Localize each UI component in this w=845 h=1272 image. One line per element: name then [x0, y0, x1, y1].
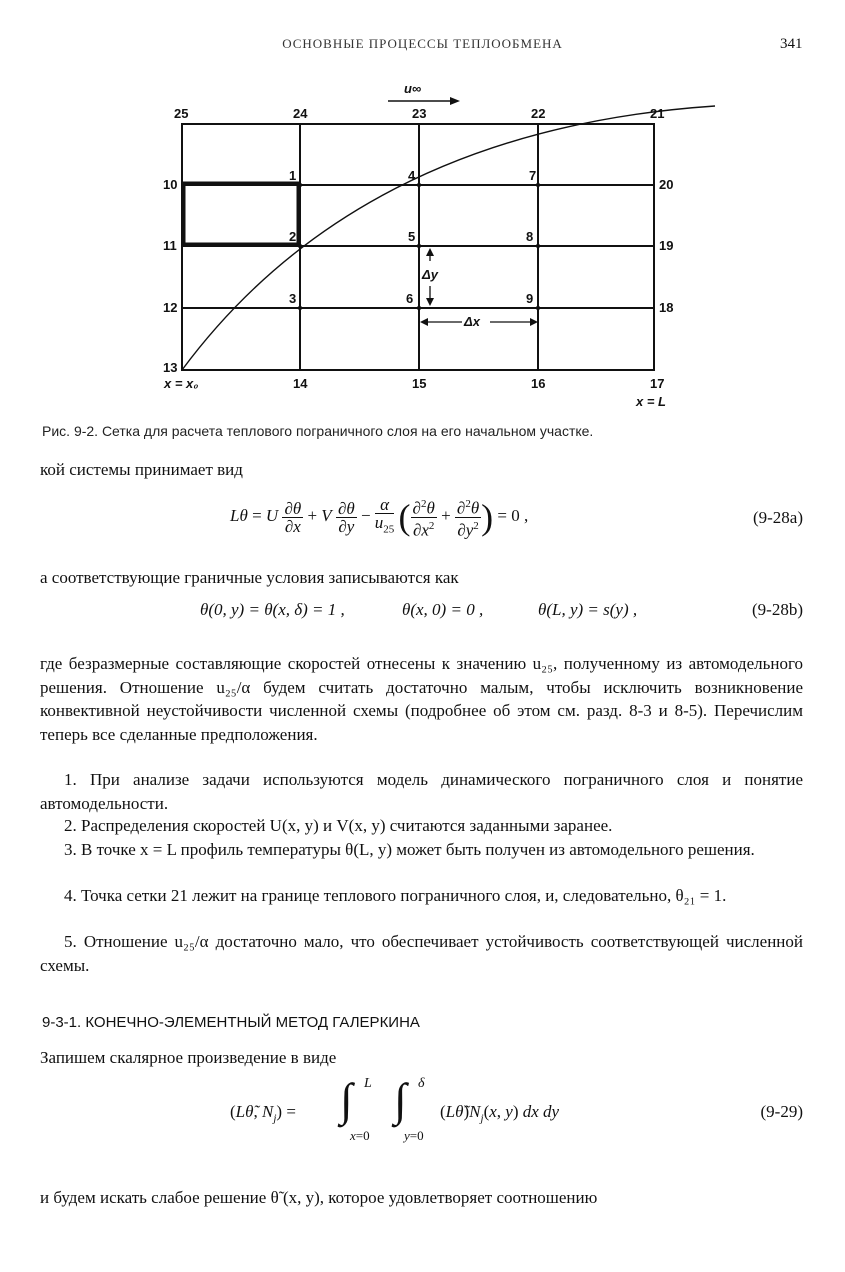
node-label: 25 — [174, 106, 189, 121]
dx-label: Δx — [464, 314, 480, 329]
node-label: 24 — [293, 106, 308, 121]
node-label: 9 — [526, 291, 534, 306]
node-label: 11 — [163, 238, 177, 253]
node-label: 2 — [289, 229, 297, 244]
x0-label: x = x₀ — [164, 376, 199, 391]
node-label: 4 — [408, 168, 416, 183]
node-label: 22 — [531, 106, 546, 121]
equation-lhs: (Lθ̃, $N_j$) = — [230, 1102, 296, 1125]
figure-caption: Рис. 9-2. Сетка для расчета теплового пограничного слоя на его начальном участке. — [42, 423, 594, 439]
list-item: 4. Точка сетки 21 лежит на границе теплового пограничного слоя, и, следовательно, θ₂₁ = 1. — [64, 886, 727, 905]
node-label: 21 — [650, 106, 665, 121]
node-label: 1 — [289, 168, 297, 183]
grid-figure — [160, 78, 730, 418]
node-label: 18 — [659, 300, 674, 315]
text-line: и будем искать слабое решение θ̃ (x, y), которое удовлетворяет соотношению — [40, 1188, 598, 1207]
text-line: кой системы принимает вид — [40, 460, 243, 479]
equation-number: (9-28a) — [752, 508, 803, 527]
text-line: а соответствующие граничные условия записываются как — [40, 568, 459, 587]
equation-number: (9-29) — [760, 1102, 803, 1121]
list-item: 5. Отношение u₂₅/α достаточно мало, что обеспечивает устойчивость соответствующей численной схемы. — [40, 932, 803, 975]
list-item: 2. Распределения скоростей U(x, y) и V(x, y) считаются заданными заранее. — [64, 816, 613, 835]
node-label: 16 — [531, 376, 546, 391]
text-line: Запишем скалярное произведение в виде — [40, 1048, 337, 1067]
node-label: 5 — [408, 229, 416, 244]
page-number: 341 — [780, 36, 803, 52]
boundary-condition: θ(L, y) = s(y) , — [538, 600, 638, 619]
equation-9-28b — [40, 600, 803, 626]
equation-number: (9-28b) — [752, 600, 803, 619]
flow-label: u∞ — [404, 81, 422, 96]
list-item: 1. При анализе задачи используются модель динамического пограничного слоя и понятие автомодельности. — [40, 770, 803, 813]
equation-9-28a — [40, 496, 803, 550]
running-header: ОСНОВНЫЕ ПРОЦЕССЫ ТЕПЛООБМЕНА — [282, 36, 563, 51]
node-label: 14 — [293, 376, 308, 391]
integral-x: ∫ L x=0 — [340, 1074, 372, 1143]
node-label: 12 — [163, 300, 178, 315]
node-label: 10 — [163, 177, 178, 192]
node-label: 6 — [406, 291, 414, 306]
equation-9-29 — [40, 1074, 803, 1156]
node-label: 15 — [412, 376, 427, 391]
integral-y: ∫ δ y=0 — [394, 1074, 425, 1143]
boundary-condition: θ(0, y) = θ(x, δ) = 1 , — [200, 600, 345, 619]
section-heading: 9-3-1. КОНЕЧНО-ЭЛЕМЕНТНЫЙ МЕТОД ГАЛЕРКИНА — [42, 1014, 420, 1031]
node-label: 13 — [163, 360, 178, 375]
paragraph: где безразмерные составляющие скоростей отнесены к значению u₂₅, полученному из автомодельного решения. Отношение u₂₅/α будем считать достаточно малым, чтобы исключить возникновение конвективной неустойчивости численной схемы (подробнее об этом см. разд. 8-3 и 8-5). Перечислим теперь все сделанные предположения. — [40, 654, 803, 744]
node-label: 8 — [526, 229, 534, 244]
equation-body: Lθ = U $\frac{\partial\theta}{\partial x}$ + V $\frac{\partial\theta}{\partial y}$ − $\frac{\alpha}{u_{25}}$ ( $\frac{\partial^2\theta}{\partial x^2}$ + $\frac{\partial^2\theta}{\partial y^2}$ ) = 0 , — [230, 495, 529, 540]
xL-label: x = L — [636, 394, 666, 409]
node-label: 17 — [650, 376, 665, 391]
dy-label: Δy — [422, 267, 438, 282]
node-label: 20 — [659, 177, 674, 192]
node-label: 19 — [659, 238, 674, 253]
boundary-layer-curve — [182, 106, 715, 370]
boundary-condition: θ(x, 0) = 0 , — [402, 600, 484, 619]
node-label: 23 — [412, 106, 427, 121]
integrand: $(L\thetã)N_j(x$, y) dx dy — [440, 1102, 560, 1125]
list-item: 3. В точке x = L профиль температуры θ(L, y) может быть получен из автомодельного решения. — [64, 840, 755, 859]
node-label: 7 — [529, 168, 537, 183]
node-label: 3 — [289, 291, 297, 306]
